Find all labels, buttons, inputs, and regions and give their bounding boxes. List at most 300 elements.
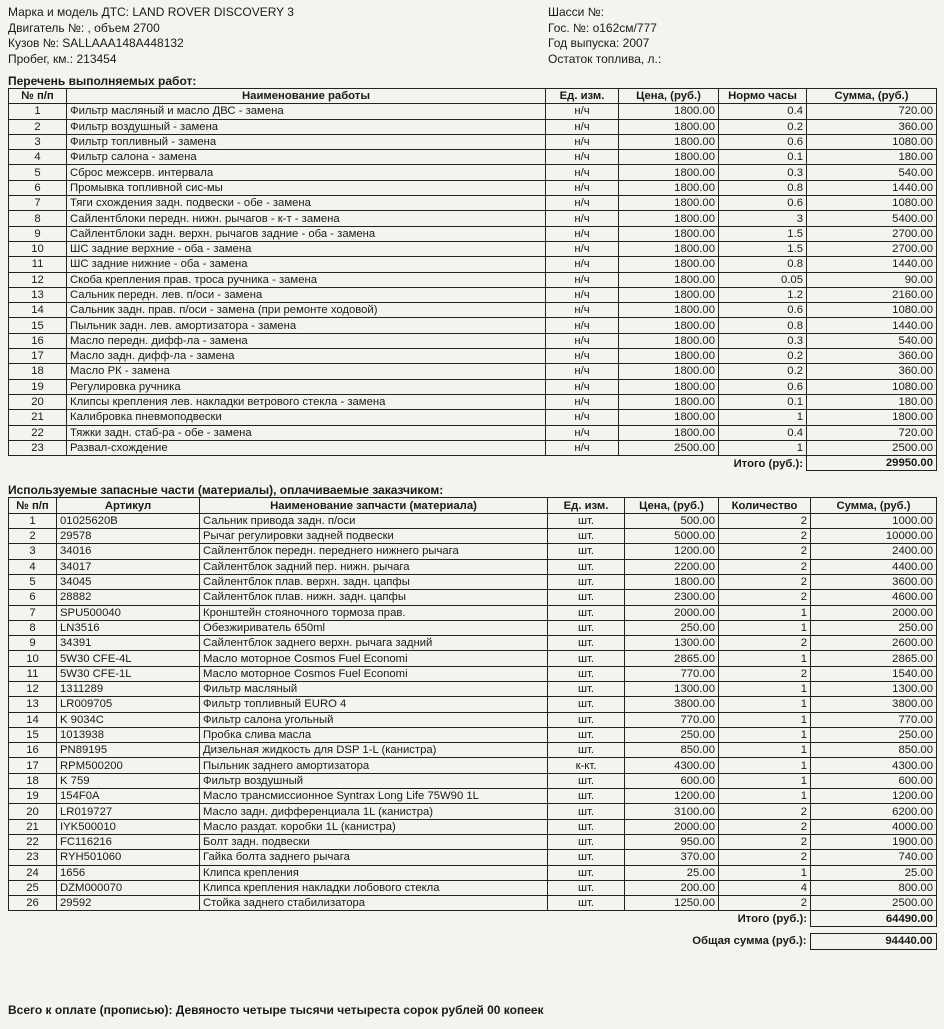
cell-part-name: Сайлентблок плав. нижн. задн. цапфы [200, 590, 548, 605]
cell-part-name: Пробка слива масла [200, 727, 548, 742]
cell-sum: 250.00 [811, 620, 937, 635]
cell-price: 1800.00 [619, 379, 719, 394]
cell-hours: 1 [719, 440, 807, 455]
parts-body [9, 513, 937, 911]
cell-unit: шт. [548, 574, 625, 589]
cell-part-name: Масло моторное Cosmos Fuel Economi [200, 666, 548, 681]
vehicle-model: Марка и модель ДТС: LAND ROVER DISCOVERY 3 [8, 5, 294, 19]
chassis-number: Шасси №: [548, 5, 604, 19]
cell-unit: н/ч [546, 440, 619, 455]
table-row [9, 865, 937, 880]
parts-table [8, 497, 937, 926]
cell-article: LR019727 [57, 804, 200, 819]
cell-hours: 0.6 [719, 303, 807, 318]
cell-quantity: 2 [719, 819, 811, 834]
cell-quantity: 2 [719, 590, 811, 605]
cell-part-name: Клипса крепления [200, 865, 548, 880]
cell-price: 1800.00 [619, 333, 719, 348]
table-row [9, 394, 937, 409]
plate-number: Гос. №: о162см/777 [548, 20, 657, 35]
cell-unit: н/ч [546, 379, 619, 394]
cell-hours: 0.4 [719, 104, 807, 119]
cell-sum: 25.00 [811, 865, 937, 880]
table-row [9, 119, 937, 134]
cell-price: 850.00 [625, 743, 719, 758]
works-table [8, 88, 937, 471]
cell-num: 9 [9, 636, 57, 651]
table-row [9, 226, 937, 241]
table-row [9, 666, 937, 681]
cell-quantity: 2 [719, 574, 811, 589]
works-total-value: 29950.00 [807, 456, 937, 471]
cell-part-name: Клипса крепления накладки лобового стекла [200, 880, 548, 895]
cell-price: 1800.00 [619, 287, 719, 302]
cell-article: 1013938 [57, 727, 200, 742]
table-row [9, 318, 937, 333]
parts-header-row [9, 498, 937, 513]
cell-hours: 1.5 [719, 226, 807, 241]
cell-hours: 0.3 [719, 165, 807, 180]
table-row [9, 697, 937, 712]
cell-num: 26 [9, 896, 57, 911]
cell-unit: шт. [548, 590, 625, 605]
cell-hours: 0.6 [719, 196, 807, 211]
cell-num: 2 [9, 119, 67, 134]
cell-num: 11 [9, 666, 57, 681]
cell-price: 1800.00 [619, 257, 719, 272]
cell-work-name: Развал-схождение [67, 440, 546, 455]
cell-hours: 0.8 [719, 257, 807, 272]
cell-sum: 2500.00 [811, 896, 937, 911]
cell-sum: 360.00 [807, 364, 937, 379]
body-number: Кузов №: SALLAAA148A448132 [8, 36, 184, 50]
cell-num: 20 [9, 804, 57, 819]
cell-part-name: Сальник привода задн. п/оси [200, 513, 548, 528]
cell-num: 8 [9, 620, 57, 635]
table-row [9, 257, 937, 272]
col-sum: Сумма, (руб.) [811, 498, 937, 513]
col-unit: Ед. изм. [548, 498, 625, 513]
cell-article: 5W30 CFE-4L [57, 651, 200, 666]
cell-price: 250.00 [625, 727, 719, 742]
cell-num: 10 [9, 651, 57, 666]
cell-price: 1800.00 [619, 303, 719, 318]
cell-part-name: Масло задн. дифференциала 1L (канистра) [200, 804, 548, 819]
table-row [9, 303, 937, 318]
cell-sum: 2400.00 [811, 544, 937, 559]
cell-part-name: Масло моторное Cosmos Fuel Economi [200, 651, 548, 666]
cell-sum: 740.00 [811, 850, 937, 865]
cell-part-name: Сайлентблок задний пер. нижн. рычага [200, 559, 548, 574]
cell-unit: шт. [548, 819, 625, 834]
table-row [9, 241, 937, 256]
cell-num: 19 [9, 789, 57, 804]
cell-unit: н/ч [546, 394, 619, 409]
cell-num: 14 [9, 712, 57, 727]
cell-part-name: Масло трансмиссионное Syntrax Long Life 75W90 1L [200, 789, 548, 804]
table-row [9, 636, 937, 651]
cell-work-name: ШС задние верхние - оба - замена [67, 241, 546, 256]
cell-hours: 1 [719, 410, 807, 425]
table-row [9, 165, 937, 180]
cell-sum: 2600.00 [811, 636, 937, 651]
table-row [9, 605, 937, 620]
cell-part-name: Фильтр масляный [200, 681, 548, 696]
cell-unit: шт. [548, 529, 625, 544]
cell-article: RYH501060 [57, 850, 200, 865]
cell-work-name: Фильтр масляный и масло ДВС - замена [67, 104, 546, 119]
cell-price: 200.00 [625, 880, 719, 895]
cell-work-name: ШС задние нижние - оба - замена [67, 257, 546, 272]
cell-quantity: 2 [719, 804, 811, 819]
parts-total-row [9, 911, 937, 926]
table-row [9, 196, 937, 211]
cell-sum: 180.00 [807, 150, 937, 165]
cell-quantity: 2 [719, 636, 811, 651]
cell-hours: 0.2 [719, 349, 807, 364]
cell-unit: н/ч [546, 180, 619, 195]
cell-num: 7 [9, 605, 57, 620]
cell-article: 29578 [57, 529, 200, 544]
cell-sum: 1080.00 [807, 134, 937, 149]
cell-price: 1250.00 [625, 896, 719, 911]
cell-quantity: 1 [719, 620, 811, 635]
cell-price: 1800.00 [619, 318, 719, 333]
cell-quantity: 2 [719, 850, 811, 865]
cell-unit: н/ч [546, 333, 619, 348]
table-row [9, 681, 937, 696]
cell-price: 1800.00 [619, 394, 719, 409]
cell-price: 1800.00 [619, 349, 719, 364]
fuel-remaining: Остаток топлива, л.: [548, 51, 662, 66]
cell-price: 950.00 [625, 834, 719, 849]
cell-sum: 850.00 [811, 743, 937, 758]
cell-part-name: Сайлентблок передн. переднего нижнего рычага [200, 544, 548, 559]
cell-article: PN89195 [57, 743, 200, 758]
table-row [9, 896, 937, 911]
col-sum: Сумма, (руб.) [807, 89, 937, 104]
cell-num: 1 [9, 513, 57, 528]
cell-price: 600.00 [625, 773, 719, 788]
cell-hours: 0.8 [719, 318, 807, 333]
cell-work-name: Сброс межсерв. интервала [67, 165, 546, 180]
cell-num: 16 [9, 743, 57, 758]
cell-price: 3800.00 [625, 697, 719, 712]
cell-work-name: Скоба крепления прав. троса ручника - замена [67, 272, 546, 287]
grand-total-label: Общая сумма (руб.): [692, 935, 807, 948]
cell-unit: шт. [548, 636, 625, 651]
production-year: Год выпуска: 2007 [548, 36, 650, 50]
cell-num: 18 [9, 364, 67, 379]
cell-work-name: Тяги схождения задн. подвески - обе - замена [67, 196, 546, 211]
table-row [9, 272, 937, 287]
cell-unit: н/ч [546, 226, 619, 241]
cell-quantity: 1 [719, 789, 811, 804]
cell-sum: 540.00 [807, 165, 937, 180]
mileage: Пробег, км.: 213454 [8, 51, 117, 66]
engine-info: Двигатель №: , объем 2700 [8, 20, 160, 35]
cell-sum: 1000.00 [811, 513, 937, 528]
works-header-row [9, 89, 937, 104]
table-row [9, 379, 937, 394]
cell-quantity: 2 [719, 544, 811, 559]
cell-work-name: Фильтр салона - замена [67, 150, 546, 165]
cell-sum: 600.00 [811, 773, 937, 788]
cell-quantity: 1 [719, 743, 811, 758]
cell-unit: шт. [548, 620, 625, 635]
cell-price: 2000.00 [625, 605, 719, 620]
cell-sum: 1540.00 [811, 666, 937, 681]
cell-sum: 2160.00 [807, 287, 937, 302]
cell-unit: шт. [548, 773, 625, 788]
cell-sum: 180.00 [807, 394, 937, 409]
cell-article: 1311289 [57, 681, 200, 696]
cell-price: 1800.00 [619, 364, 719, 379]
cell-quantity: 1 [719, 681, 811, 696]
cell-quantity: 1 [719, 758, 811, 773]
cell-unit: шт. [548, 697, 625, 712]
table-row [9, 104, 937, 119]
cell-unit: шт. [548, 712, 625, 727]
cell-sum: 90.00 [807, 272, 937, 287]
col-unit: Ед. изм. [546, 89, 619, 104]
vehicle-info-left [8, 5, 294, 67]
cell-num: 11 [9, 257, 67, 272]
cell-hours: 1.2 [719, 287, 807, 302]
cell-num: 17 [9, 758, 57, 773]
cell-num: 8 [9, 211, 67, 226]
vehicle-header [8, 2, 940, 74]
cell-article: 28882 [57, 590, 200, 605]
table-row [9, 590, 937, 605]
cell-article: K 759 [57, 773, 200, 788]
cell-num: 23 [9, 440, 67, 455]
cell-unit: н/ч [546, 257, 619, 272]
cell-hours: 3 [719, 211, 807, 226]
cell-unit: шт. [548, 605, 625, 620]
cell-unit: шт. [548, 865, 625, 880]
cell-num: 21 [9, 410, 67, 425]
table-row [9, 211, 937, 226]
cell-unit: шт. [548, 666, 625, 681]
table-row [9, 529, 937, 544]
cell-sum: 720.00 [807, 104, 937, 119]
cell-article: 29592 [57, 896, 200, 911]
table-row [9, 620, 937, 635]
parts-title: Используемые запасные части (материалы), оплачиваемые заказчиком: [8, 483, 444, 498]
cell-unit: к-кт. [548, 758, 625, 773]
vehicle-info-right [548, 5, 661, 67]
cell-quantity: 2 [719, 513, 811, 528]
cell-num: 4 [9, 150, 67, 165]
cell-num: 21 [9, 819, 57, 834]
cell-unit: шт. [548, 804, 625, 819]
cell-article: 1656 [57, 865, 200, 880]
cell-work-name: Сальник задн. прав. п/оси - замена (при ремонте ходовой) [67, 303, 546, 318]
cell-num: 16 [9, 333, 67, 348]
cell-num: 23 [9, 850, 57, 865]
col-num: № п/п [9, 89, 67, 104]
cell-price: 1800.00 [619, 211, 719, 226]
table-row [9, 544, 937, 559]
cell-unit: н/ч [546, 303, 619, 318]
cell-unit: шт. [548, 880, 625, 895]
cell-sum: 360.00 [807, 349, 937, 364]
cell-sum: 2700.00 [807, 241, 937, 256]
cell-quantity: 1 [719, 773, 811, 788]
cell-work-name: Регулировка ручника [67, 379, 546, 394]
cell-unit: н/ч [546, 104, 619, 119]
cell-price: 2500.00 [619, 440, 719, 455]
cell-num: 5 [9, 165, 67, 180]
cell-work-name: Масло РК - замена [67, 364, 546, 379]
table-row [9, 651, 937, 666]
cell-article: IYK500010 [57, 819, 200, 834]
cell-article: 34017 [57, 559, 200, 574]
cell-num: 22 [9, 834, 57, 849]
cell-work-name: Масло задн. дифф-ла - замена [67, 349, 546, 364]
cell-sum: 1800.00 [807, 410, 937, 425]
cell-price: 1800.00 [619, 272, 719, 287]
table-row [9, 333, 937, 348]
cell-num: 10 [9, 241, 67, 256]
cell-work-name: Фильтр топливный - замена [67, 134, 546, 149]
cell-price: 25.00 [625, 865, 719, 880]
cell-price: 2865.00 [625, 651, 719, 666]
cell-part-name: Дизельная жидкость для DSP 1-L (канистра) [200, 743, 548, 758]
parts-total-value: 64490.00 [811, 911, 937, 926]
cell-price: 1800.00 [619, 165, 719, 180]
cell-num: 13 [9, 697, 57, 712]
cell-quantity: 1 [719, 697, 811, 712]
cell-quantity: 2 [719, 559, 811, 574]
table-row [9, 819, 937, 834]
cell-sum: 10000.00 [811, 529, 937, 544]
cell-sum: 720.00 [807, 425, 937, 440]
cell-part-name: Болт задн. подвески [200, 834, 548, 849]
cell-sum: 1900.00 [811, 834, 937, 849]
cell-article: 01025620B [57, 513, 200, 528]
cell-quantity: 2 [719, 834, 811, 849]
cell-quantity: 1 [719, 605, 811, 620]
cell-article: 34391 [57, 636, 200, 651]
cell-part-name: Масло раздат. коробки 1L (канистра) [200, 819, 548, 834]
cell-price: 5000.00 [625, 529, 719, 544]
cell-unit: шт. [548, 743, 625, 758]
cell-sum: 4000.00 [811, 819, 937, 834]
col-part-name: Наименование запчасти (материала) [200, 498, 548, 513]
cell-unit: н/ч [546, 119, 619, 134]
col-price: Цена, (руб.) [625, 498, 719, 513]
table-row [9, 789, 937, 804]
cell-article: RPM500200 [57, 758, 200, 773]
cell-num: 17 [9, 349, 67, 364]
cell-num: 20 [9, 394, 67, 409]
cell-quantity: 1 [719, 865, 811, 880]
cell-num: 1 [9, 104, 67, 119]
works-total-row [9, 456, 937, 471]
cell-hours: 0.3 [719, 333, 807, 348]
cell-price: 1800.00 [619, 196, 719, 211]
cell-price: 4300.00 [625, 758, 719, 773]
cell-quantity: 2 [719, 666, 811, 681]
cell-price: 2200.00 [625, 559, 719, 574]
table-row [9, 410, 937, 425]
cell-price: 1800.00 [619, 104, 719, 119]
cell-sum: 2000.00 [811, 605, 937, 620]
cell-part-name: Пыльник заднего амортизатора [200, 758, 548, 773]
cell-sum: 800.00 [811, 880, 937, 895]
cell-article: 34016 [57, 544, 200, 559]
cell-hours: 0.6 [719, 134, 807, 149]
table-row [9, 743, 937, 758]
cell-unit: шт. [548, 559, 625, 574]
cell-sum: 4600.00 [811, 590, 937, 605]
cell-work-name: Тяжки задн. стаб-ра - обе - замена [67, 425, 546, 440]
cell-hours: 0.05 [719, 272, 807, 287]
cell-unit: шт. [548, 651, 625, 666]
cell-sum: 1080.00 [807, 379, 937, 394]
table-row [9, 574, 937, 589]
table-row [9, 134, 937, 149]
cell-part-name: Сайлентблок плав. верхн. задн. цапфы [200, 574, 548, 589]
cell-sum: 1440.00 [807, 257, 937, 272]
cell-price: 1200.00 [625, 544, 719, 559]
cell-sum: 5400.00 [807, 211, 937, 226]
table-row [9, 513, 937, 528]
table-row [9, 834, 937, 849]
cell-hours: 1.5 [719, 241, 807, 256]
cell-num: 13 [9, 287, 67, 302]
cell-sum: 250.00 [811, 727, 937, 742]
cell-unit: н/ч [546, 349, 619, 364]
grand-total-value: 94440.00 [810, 933, 936, 949]
cell-sum: 6200.00 [811, 804, 937, 819]
cell-work-name: Сайлентблоки задн. верхн. рычагов задние - оба - замена [67, 226, 546, 241]
cell-price: 1800.00 [619, 410, 719, 425]
table-row [9, 559, 937, 574]
cell-num: 3 [9, 134, 67, 149]
cell-unit: н/ч [546, 287, 619, 302]
cell-sum: 2500.00 [807, 440, 937, 455]
table-row [9, 180, 937, 195]
table-row [9, 727, 937, 742]
cell-num: 14 [9, 303, 67, 318]
cell-unit: н/ч [546, 410, 619, 425]
grand-total-row [8, 933, 936, 949]
cell-unit: н/ч [546, 211, 619, 226]
cell-hours: 0.6 [719, 379, 807, 394]
cell-sum: 2865.00 [811, 651, 937, 666]
cell-sum: 2700.00 [807, 226, 937, 241]
cell-price: 770.00 [625, 666, 719, 681]
col-hours: Нормо часы [719, 89, 807, 104]
cell-sum: 1440.00 [807, 180, 937, 195]
cell-price: 250.00 [625, 620, 719, 635]
cell-unit: шт. [548, 727, 625, 742]
cell-num: 15 [9, 727, 57, 742]
cell-sum: 1080.00 [807, 303, 937, 318]
cell-article: SPU500040 [57, 605, 200, 620]
cell-part-name: Гайка болта заднего рычага [200, 850, 548, 865]
cell-unit: шт. [548, 834, 625, 849]
cell-unit: н/ч [546, 196, 619, 211]
cell-quantity: 1 [719, 712, 811, 727]
cell-num: 6 [9, 180, 67, 195]
cell-sum: 3600.00 [811, 574, 937, 589]
grand-total-table [8, 933, 937, 950]
col-quantity: Количество [719, 498, 811, 513]
